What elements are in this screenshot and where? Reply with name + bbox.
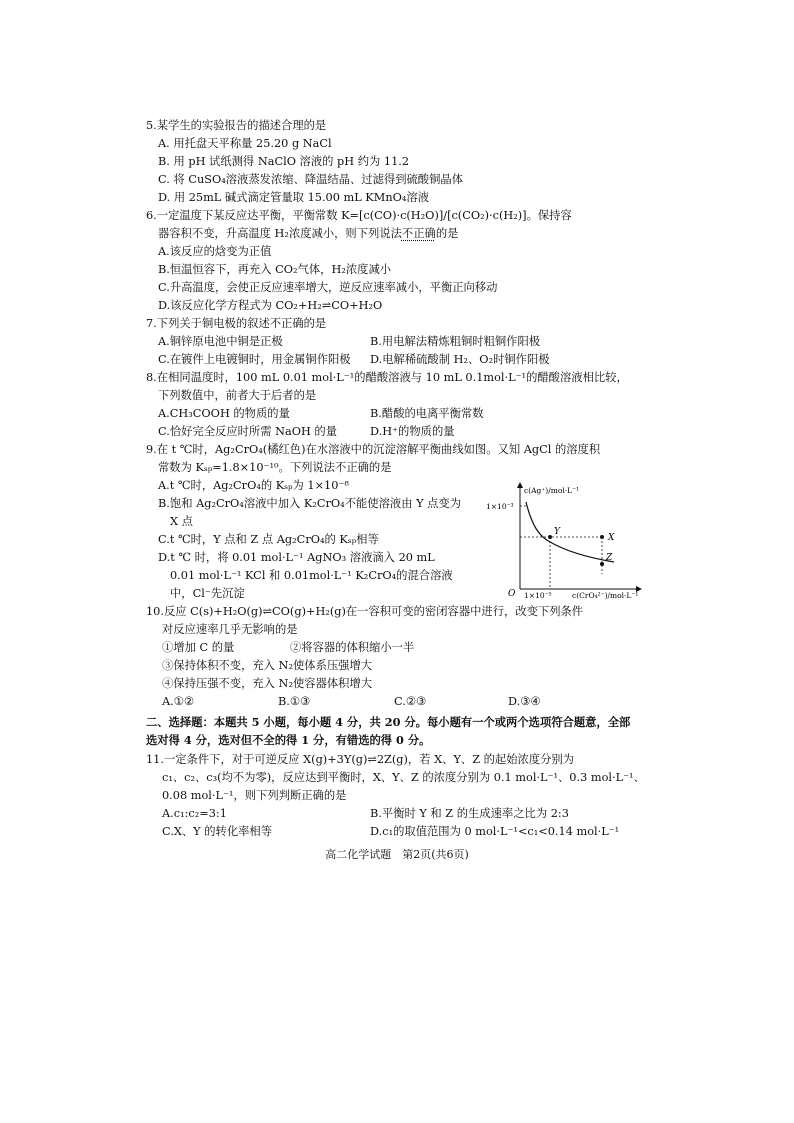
q7-option-a: A.铜锌原电池中铜是正极 (158, 335, 283, 348)
q10-option-2: ②将容器的体积缩小一半 (290, 641, 415, 654)
origin-label: O (508, 589, 516, 599)
q7-option-c: C.在镀件上电镀铜时，用金属铜作阳极 (158, 353, 351, 366)
q7-option-d: D.电解稀硫酸制 H₂、O₂时铜作阳极 (370, 353, 550, 366)
q8-stem-line2: 下列数值中，前者大于后者的是 (158, 389, 317, 402)
q10-choice-a: A.①② (162, 695, 195, 708)
q6-option-a: A.该反应的焓变为正值 (158, 245, 272, 258)
point-x (600, 535, 604, 539)
q8-option-a: A.CH₃COOH 的物质的量 (158, 407, 290, 420)
point-z (600, 562, 604, 566)
q8-option-b: B.醋酸的电离平衡常数 (370, 407, 484, 420)
q10-choice-d: D.③④ (508, 695, 541, 708)
q10-choice-b: B.①③ (278, 695, 311, 708)
q7-stem: 7.下列关于铜电极的叙述不正确的是 (146, 317, 327, 330)
q9-option-d-line3: 中，Cl⁻先沉淀 (170, 587, 245, 600)
q6-emphasis: 不正确 (401, 227, 436, 240)
q8-option-d: D.H⁺的物质的量 (370, 425, 455, 438)
q10-option-1: ①增加 C 的量 (162, 641, 235, 654)
q6-option-b: B.恒温恒容下，再充入 CO₂气体，H₂浓度减小 (158, 263, 392, 276)
y-axis-label: c(Ag⁺)/mol·L⁻¹ (524, 486, 580, 495)
page-footer: 高二化学试题 第2页(共6页) (325, 848, 469, 861)
q6-option-c: C.升高温度，会使正反应速率增大，逆反应速率减小，平衡正向移动 (158, 281, 498, 294)
q11-stem-line1: 11.一定条件下，对于可逆反应 X(g)+3Y(g)⇌2Z(g)，若 X、Y、Z 的起始浓度分别为 (146, 753, 575, 766)
y-tick-label: 1×10⁻³ (486, 502, 514, 511)
q9-stem-line2: 常数为 Kₛₚ=1.8×10⁻¹⁰。下列说法不正确的是 (158, 461, 392, 474)
point-z-label: Z (606, 553, 613, 563)
q11-option-c: C.X、Y 的转化率相等 (162, 825, 273, 838)
point-y (548, 535, 552, 539)
q9-option-b-line2: X 点 (170, 515, 193, 528)
section2-heading-line2: 选对得 4 分，选对但不全的得 1 分，有错选的得 0 分。 (146, 733, 431, 747)
x-tick-label: 1×10⁻⁵ (524, 591, 552, 600)
q9-option-d-line2: 0.01 mol·L⁻¹ KCl 和 0.01mol·L⁻¹ K₂CrO₄的混合溶液 (170, 569, 453, 582)
q11-stem-line3: 0.08 mol·L⁻¹，则下列判断正确的是 (162, 789, 347, 802)
point-x-label: X (608, 533, 615, 543)
q9-option-d-line1: D.t ℃ 时，将 0.01 mol·L⁻¹ AgNO₃ 溶液滴入 20 mL (158, 551, 435, 564)
q6-stem-text: 器容积不变，升高温度 H₂浓度减小，则下列说法 (158, 227, 402, 240)
q8-option-c: C.恰好完全反应时所需 NaOH 的量 (158, 425, 338, 438)
q11-stem-line2: c₁、c₂、c₃(均不为零)，反应达到平衡时，X、Y、Z 的浓度分别为 0.1 mol·L⁻¹、0.3 mol·L⁻¹、 (162, 771, 645, 784)
q6-option-d: D.该反应化学方程式为 CO₂+H₂⇌CO+H₂O (158, 299, 383, 312)
q8-stem-line1: 8.在相同温度时，100 mL 0.01 mol·L⁻¹的醋酸溶液与 10 mL 0.1mol·L⁻¹的醋酸溶液相比较， (146, 371, 628, 384)
x-axis-label: c(CrO₄²⁻)/mol·L⁻¹ (572, 591, 639, 600)
solubility-curve-chart (484, 478, 644, 603)
q5-stem: 5.某学生的实验报告的描述合理的是 (146, 119, 327, 132)
q5-option-c: C. 将 CuSO₄溶液蒸发浓缩、降温结晶、过滤得到硫酸铜晶体 (158, 173, 463, 186)
q5-option-a: A. 用托盘天平称量 25.20 g NaCl (158, 137, 332, 150)
q6-stem-end: 的是 (435, 227, 459, 240)
q11-option-a: A.c₁:c₂=3:1 (162, 807, 227, 820)
q9-stem-line1: 9.在 t ℃时，Ag₂CrO₄(橘红色)在水溶液中的沉淀溶解平衡曲线如图。又知 AgCl 的溶度积 (146, 443, 601, 456)
point-y-label: Y (554, 527, 560, 537)
q11-option-d: D.c₁的取值范围为 0 mol·L⁻¹<c₁<0.14 mol·L⁻¹ (370, 825, 620, 838)
q5-option-b: B. 用 pH 试纸测得 NaClO 溶液的 pH 约为 11.2 (158, 155, 410, 168)
q10-choice-c: C.②③ (394, 695, 427, 708)
q9-option-c: C.t ℃时，Y 点和 Z 点 Ag₂CrO₄的 Kₛₚ相等 (158, 533, 379, 546)
q7-option-b: B.用电解法精炼粗铜时粗铜作阳极 (370, 335, 541, 348)
solubility-curve (526, 502, 614, 562)
q10-option-4: ④保持压强不变，充入 N₂使容器体积增大 (162, 677, 373, 690)
q11-option-b: B.平衡时 Y 和 Z 的生成速率之比为 2:3 (370, 807, 569, 820)
q10-option-3: ③保持体积不变，充入 N₂使体系压强增大 (162, 659, 373, 672)
q5-option-d: D. 用 25mL 碱式滴定管量取 15.00 mL KMnO₄溶液 (158, 191, 429, 204)
q9-option-a: A.t ℃时，Ag₂CrO₄的 Kₛₚ为 1×10⁻⁸ (158, 479, 349, 492)
q9-option-b-line1: B.饱和 Ag₂CrO₄溶液中加入 K₂CrO₄不能使溶液由 Y 点变为 (158, 497, 462, 510)
q10-stem-line1: 10.反应 C(s)+H₂O(g)⇌CO(g)+H₂(g)在一容积可变的密闭容器中进行，改变下列条件 (146, 605, 584, 618)
q6-stem-line2 (158, 225, 458, 243)
section2-heading-line1: 二、选择题：本题共 5 小题，每小题 4 分，共 20 分。每小题有一个或两个选项符合题意，全部 (146, 715, 631, 729)
q6-stem-line1: 6.一定温度下某反应达平衡，平衡常数 K=[c(CO)·c(H₂O)]/[c(CO₂)·c(H₂)]。保持容 (146, 209, 572, 222)
q10-stem-line2: 对反应速率几乎无影响的是 (162, 623, 298, 636)
